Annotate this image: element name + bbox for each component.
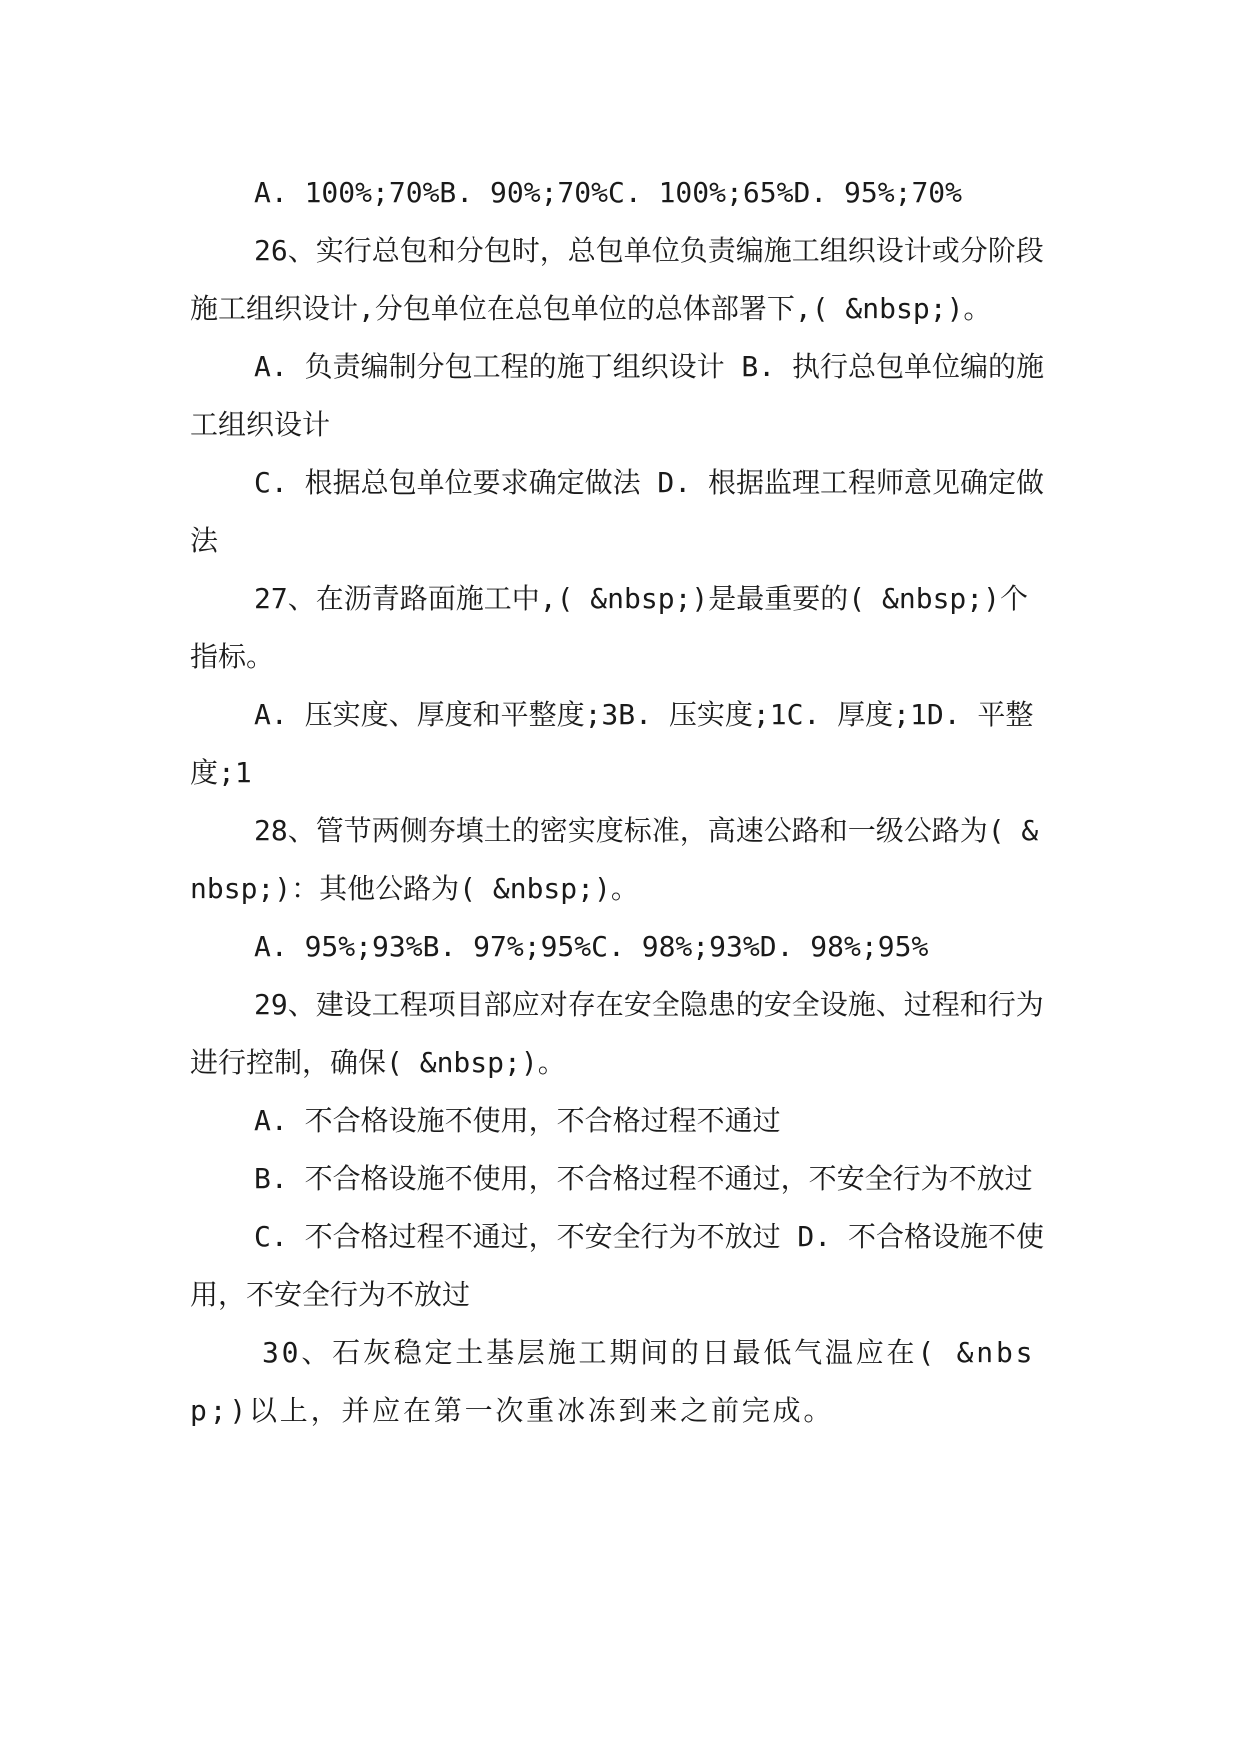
answer-option-q29-a: A. 不合格设施不使用，不合格过程不通过 <box>254 1104 781 1137</box>
question-28: 28、管节两侧夯填土的密实度标准，高速公路和一级公路为( &nbsp;)：其他公路为( &nbsp;)。 <box>190 814 1039 905</box>
answer-options-q27: A. 压实度、厚度和平整度;3B. 压实度;1C. 厚度;1D. 平整度;1 <box>190 698 1034 789</box>
question-30: 30、石灰稳定土基层施工期间的日最低气温应在( &nbsp;)以上，并应在第一次重冰冻到来之前完成。 <box>190 1336 1036 1427</box>
answer-options-q28: A. 95%;93%B. 97%;95%C. 98%;93%D. 98%;95% <box>254 930 929 963</box>
answer-options-q25: A. 100%;70%B. 90%;70%C. 100%;65%D. 95%;70% <box>254 176 963 209</box>
answer-options-q29-cd: C. 不合格过程不通过，不安全行为不放过 D. 不合格设施不使用，不安全行为不放过 <box>190 1220 1045 1311</box>
answer-options-q26-cd: C. 根据总包单位要求确定做法 D. 根据监理工程师意见确定做法 <box>190 466 1045 557</box>
document-body <box>190 164 1050 1440</box>
answer-options-q26-ab: A. 负责编制分包工程的施丁组织设计 B. 执行总包单位编的施工组织设计 <box>190 350 1045 441</box>
question-29: 29、建设工程项目部应对存在安全隐患的安全设施、过程和行为进行控制，确保( &nbsp;)。 <box>190 988 1044 1079</box>
question-26: 26、实行总包和分包时，总包单位负责编施工组织设计或分阶段施工组织设计,分包单位在总包单位的总体部署下,( &nbsp;)。 <box>190 234 1044 325</box>
answer-option-q29-b: B. 不合格设施不使用，不合格过程不通过，不安全行为不放过 <box>254 1162 1033 1195</box>
question-27: 27、在沥青路面施工中,( &nbsp;)是最重要的( &nbsp;)个指标。 <box>190 582 1029 673</box>
